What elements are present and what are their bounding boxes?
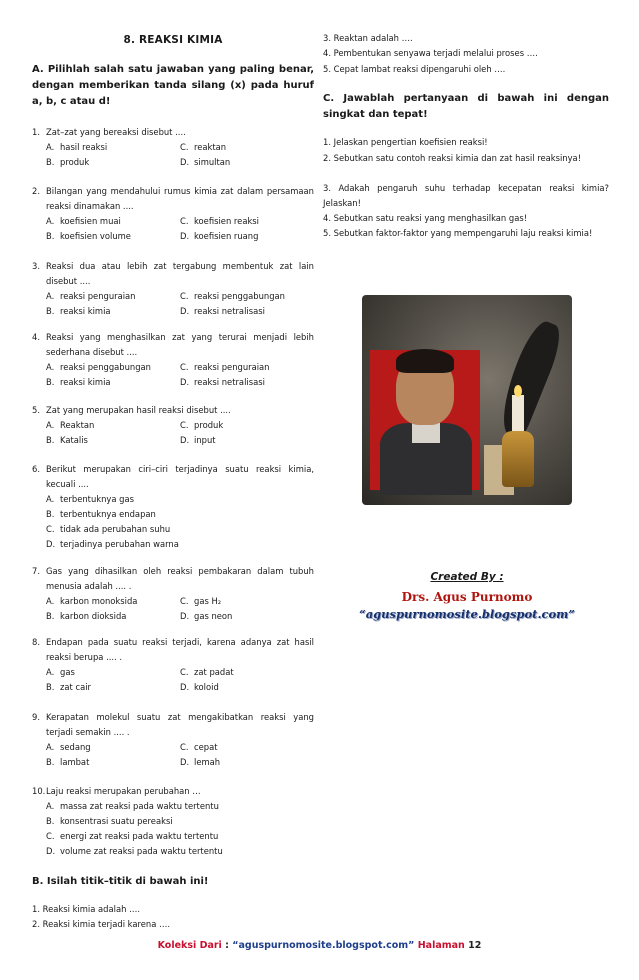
- question-number: 8.: [32, 637, 40, 647]
- footer-site: “aguspurnomosite.blogspot.com”: [232, 940, 415, 951]
- question-stem: Reaksi dua atau lebih zat tergabung membentuk zat lain disebut ....: [46, 261, 314, 286]
- option-b: B. terbentuknya endapan: [46, 509, 156, 519]
- option-d: D. koloid: [180, 682, 219, 692]
- essay-item-4: 4. Sebutkan satu reaksi yang menghasilkan gas!: [323, 213, 528, 223]
- question-stem: Bilangan yang mendahului rumus kimia zat dalam persamaan reaksi dinamakan ....: [46, 186, 314, 211]
- question-number: 9.: [32, 712, 40, 722]
- option-a: A. karbon monoksida: [46, 596, 138, 606]
- option-c: C. produk: [180, 420, 224, 430]
- option-a: A. reaksi penggabungan: [46, 362, 151, 372]
- question-stem: Endapan pada suatu reaksi terjadi, karena adanya zat hasil reaksi berupa .... .: [46, 637, 314, 662]
- essay-item-5: 5. Sebutkan faktor-faktor yang mempengaruhi laju reaksi kimia!: [323, 228, 593, 238]
- option-b: B. zat cair: [46, 682, 91, 692]
- question-4: [32, 330, 314, 390]
- question-7: [32, 564, 314, 624]
- question-number: 3.: [32, 261, 40, 271]
- option-c: C. koefisien reaksi: [180, 216, 259, 226]
- question-number: 4.: [32, 332, 40, 342]
- option-b: B. Katalis: [46, 435, 88, 445]
- question-stem: Laju reaksi merupakan perubahan …: [46, 786, 201, 796]
- quill-feather-icon: [491, 317, 567, 441]
- option-a: A. reaksi penguraian: [46, 291, 136, 301]
- option-b: B. reaksi kimia: [46, 377, 111, 387]
- option-a: A. sedang: [46, 742, 91, 752]
- option-c: C. gas H₂: [180, 596, 222, 606]
- option-a: A. gas: [46, 667, 75, 677]
- question-5: [32, 403, 314, 448]
- question-number: 5.: [32, 405, 40, 415]
- question-stem: Reaksi yang menghasilkan zat yang terurai menjadi lebih sederhana disebut ....: [46, 332, 314, 357]
- essay-item-3: 3. Adakah pengaruh suhu terhadap kecepatan reaksi kimia? Jelaskan!: [323, 183, 609, 208]
- option-b: B. koefisien volume: [46, 231, 131, 241]
- question-stem: Gas yang dihasilkan oleh reaksi pembakaran dalam tubuh menusia adalah .... .: [46, 566, 314, 591]
- essay-item-2: 2. Sebutkan satu contoh reaksi kimia dan zat hasil reaksinya!: [323, 153, 582, 163]
- option-a: A. koefisien muai: [46, 216, 121, 226]
- question-10: [32, 784, 314, 859]
- question-number: 6.: [32, 464, 40, 474]
- flame-icon: [514, 385, 522, 397]
- question-1: [32, 125, 314, 170]
- question-9: [32, 710, 314, 770]
- section-a-instruction: A. Pilihlah salah satu jawaban yang paling benar, dengan memberikan tanda silang (x) pada huruf a, b, c atau d!: [32, 64, 314, 107]
- question-stem: Kerapatan molekul suatu zat mengakibatkan reaksi yang terjadi semakin .... .: [46, 712, 314, 737]
- option-d: D. gas neon: [180, 611, 233, 621]
- section-b-instruction: B. Isilah titik–titik di bawah ini!: [32, 876, 209, 887]
- question-number: 7.: [32, 566, 40, 576]
- portrait-hair: [396, 349, 454, 373]
- author-photo: [362, 295, 572, 505]
- footer-koleksi: Koleksi Dari: [157, 940, 222, 951]
- footer-colon: :: [225, 940, 229, 951]
- question-number: 10.: [32, 786, 46, 796]
- option-c: C. reaktan: [180, 142, 227, 152]
- question-number: 1.: [32, 127, 40, 137]
- option-a: A. hasil reaksi: [46, 142, 108, 152]
- created-by-label: Created By :: [430, 571, 504, 583]
- fill-item-1: 1. Reaksi kimia adalah ….: [32, 904, 141, 914]
- document-title: 8. REAKSI KIMIA: [123, 34, 223, 46]
- option-a: A. Reaktan: [46, 420, 95, 430]
- option-b: B. lambat: [46, 757, 90, 767]
- option-b: B. karbon dioksida: [46, 611, 127, 621]
- section-c-instruction: C. Jawablah pertanyaan di bawah ini dengan singkat dan tepat!: [323, 93, 609, 120]
- author-site: “aguspurnomosite.blogspot.com”: [359, 607, 575, 621]
- option-d: D. input: [180, 435, 216, 445]
- question-stem: Zat yang merupakan hasil reaksi disebut ....: [46, 405, 231, 415]
- question-number: 2.: [32, 186, 40, 196]
- footer-halaman: Halaman: [417, 940, 465, 951]
- option-d: D. reaksi netralisasi: [180, 306, 265, 316]
- option-d: D. volume zat reaksi pada waktu tertentu: [46, 846, 223, 856]
- fill-item-5: 5. Cepat lambat reaksi dipengaruhi oleh ….: [323, 64, 506, 74]
- footer-page-number: 12: [468, 940, 482, 951]
- option-c: C. energi zat reaksi pada waktu tertentu: [46, 831, 219, 841]
- option-c: C. tidak ada perubahan suhu: [46, 524, 171, 534]
- option-b: B. reaksi kimia: [46, 306, 111, 316]
- question-8: [32, 635, 314, 695]
- author-name: Drs. Agus Purnomo: [401, 590, 533, 604]
- option-d: D. simultan: [180, 157, 231, 167]
- candle-icon: [512, 395, 524, 431]
- option-a: A. massa zat reaksi pada waktu tertentu: [46, 801, 219, 811]
- option-c: C. reaksi penggabungan: [180, 291, 285, 301]
- option-d: D. koefisien ruang: [180, 231, 259, 241]
- option-b: B. produk: [46, 157, 90, 167]
- portrait-collar: [412, 423, 440, 443]
- option-a: A. terbentuknya gas: [46, 494, 134, 504]
- option-c: C. cepat: [180, 742, 218, 752]
- question-stem: Zat–zat yang bereaksi disebut ....: [46, 127, 186, 137]
- question-6: [32, 462, 314, 552]
- option-c: C. zat padat: [180, 667, 234, 677]
- option-b: B. konsentrasi suatu pereaksi: [46, 816, 173, 826]
- option-d: D. lemah: [180, 757, 221, 767]
- fill-item-2: 2. Reaksi kimia terjadi karena ….: [32, 919, 171, 929]
- essay-item-1: 1. Jelaskan pengertian koefisien reaksi!: [323, 137, 488, 147]
- candle-holder: [502, 431, 534, 487]
- question-3: [32, 259, 314, 319]
- option-d: D. terjadinya perubahan warna: [46, 539, 179, 549]
- page-footer: [0, 940, 639, 951]
- question-2: [32, 184, 314, 244]
- fill-item-3: 3. Reaktan adalah ….: [323, 33, 413, 43]
- fill-item-4: 4. Pembentukan senyawa terjadi melalui proses ….: [323, 48, 538, 58]
- question-stem: Berikut merupakan ciri–ciri terjadinya suatu reaksi kimia, kecuali ....: [46, 464, 314, 489]
- option-c: C. reaksi penguraian: [180, 362, 270, 372]
- option-d: D. reaksi netralisasi: [180, 377, 265, 387]
